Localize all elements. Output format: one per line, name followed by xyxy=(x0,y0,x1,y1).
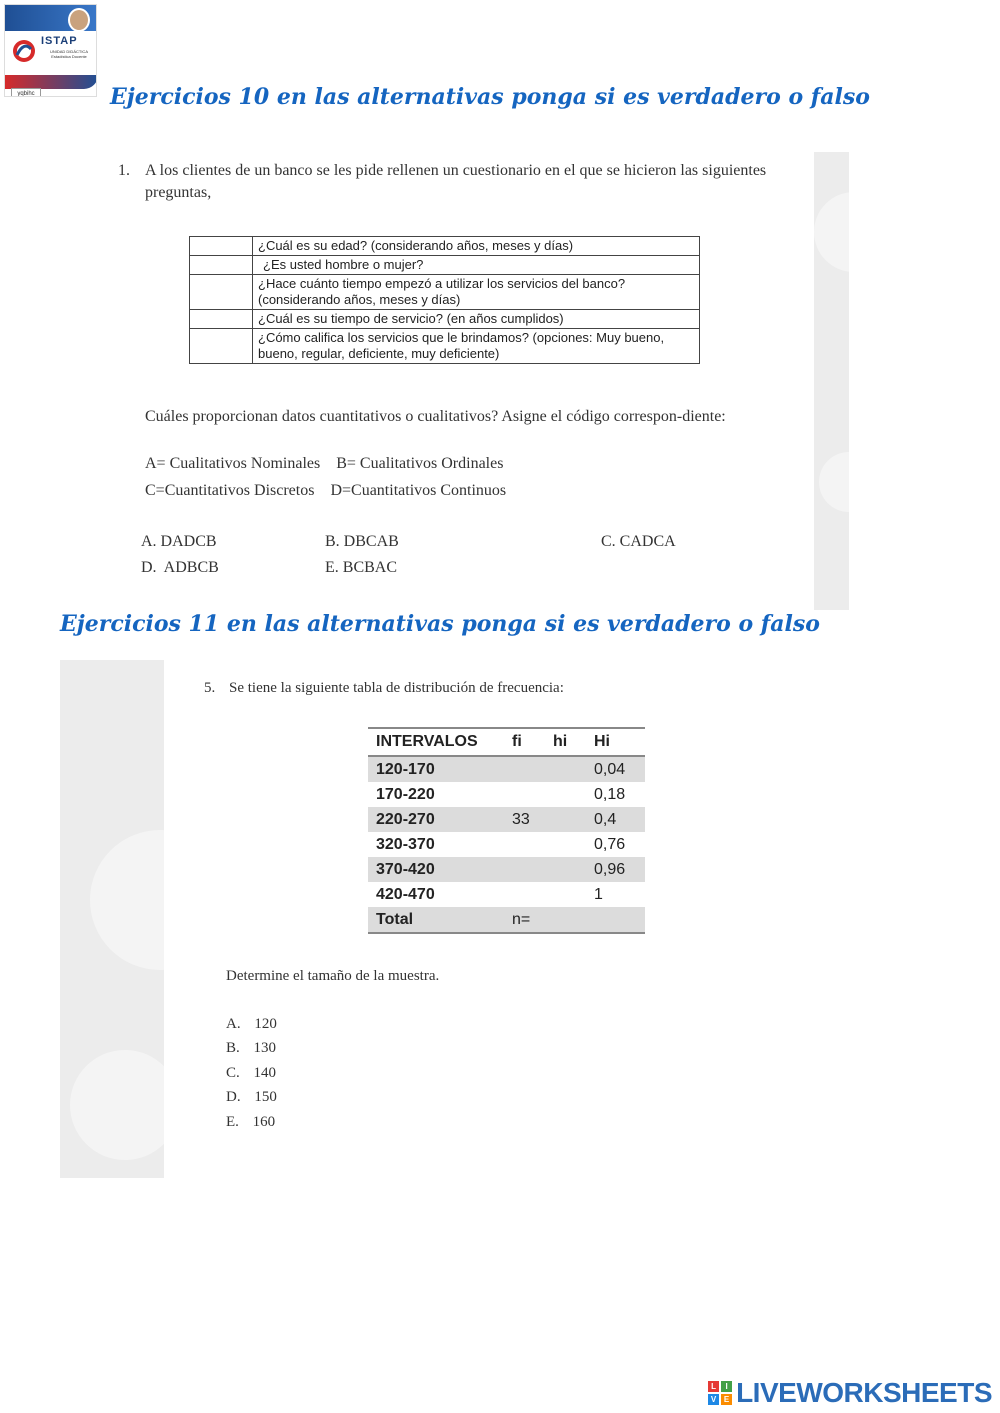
panel-decoration xyxy=(814,192,849,272)
logo-portrait xyxy=(68,8,90,32)
interval-cell: 370-420 xyxy=(368,857,504,882)
option-e[interactable]: E. BCBAC xyxy=(325,559,398,576)
table-header-row xyxy=(368,728,645,756)
Hi-cell: 0,76 xyxy=(594,835,626,853)
logo-letter: V xyxy=(708,1394,719,1405)
hi-cell xyxy=(545,907,586,933)
Hi-cell: 1 xyxy=(594,885,603,903)
code-line-2: C=Cuantitativos Discretos D=Cuantitativos Continuos xyxy=(145,482,507,499)
panel-decoration xyxy=(70,1050,164,1160)
liveworksheets-logo-icon xyxy=(708,1381,732,1405)
table-row xyxy=(190,237,700,256)
question-cell: ¿Cuál es su tiempo de servicio? (en años cumplidos) xyxy=(253,310,700,329)
logo-swoosh xyxy=(5,75,97,89)
table-row xyxy=(368,857,645,882)
option-d[interactable]: D. ADBCB xyxy=(141,559,219,576)
logo-letter: L xyxy=(708,1381,719,1392)
option-value: 140 xyxy=(253,1065,277,1081)
hi-cell xyxy=(545,756,586,782)
answer-cell[interactable] xyxy=(190,256,253,275)
hi-cell xyxy=(545,807,586,832)
interval-cell: 220-270 xyxy=(368,807,504,832)
option-value: 150 xyxy=(254,1089,277,1105)
logo-brand: ISTAP xyxy=(41,35,78,47)
table-row xyxy=(368,782,645,807)
header-intervalos: INTERVALOS xyxy=(368,728,504,756)
table-row xyxy=(368,832,645,857)
hi-cell xyxy=(545,832,586,857)
panel-decoration xyxy=(819,452,849,512)
option-letter: C. xyxy=(226,1065,240,1081)
logo-letter: I xyxy=(721,1381,732,1392)
interval-cell: 320-370 xyxy=(376,835,435,853)
fi-cell xyxy=(504,882,545,907)
answer-cell[interactable] xyxy=(190,310,253,329)
question1-prompt: Cuáles proporcionan datos cuantitativos o cualitativos? Asigne el código correspon-diente: xyxy=(145,408,726,425)
table-row xyxy=(368,807,645,832)
option-c[interactable]: C. CADCA xyxy=(601,533,676,550)
option-b[interactable]: B. DBCAB xyxy=(325,533,399,550)
table-row xyxy=(368,882,645,907)
Hi-cell: 0,4 xyxy=(586,807,645,832)
logo-subtitle: UNIDAD DIDÁCTICA Estadística Docente xyxy=(49,49,88,59)
panel-decoration xyxy=(90,830,164,970)
table-row-total xyxy=(368,907,645,933)
section1-heading: Ejercicios 10 en las alternativas ponga si es verdadero o falso xyxy=(110,84,870,110)
question-cell: ¿Cuál es su edad? (considerando años, meses y días) xyxy=(253,237,700,256)
istap-logo xyxy=(4,4,97,97)
frequency-table xyxy=(368,727,645,934)
hi-cell xyxy=(545,782,586,807)
option-letter: E. xyxy=(226,1114,239,1130)
section2-heading: Ejercicios 11 en las alternativas ponga si es verdadero o falso xyxy=(60,611,820,637)
question1-number: 1. xyxy=(118,162,130,179)
header-fi: fi xyxy=(504,728,545,756)
Hi-cell xyxy=(586,907,645,933)
table-row xyxy=(190,275,700,310)
Hi-cell: 0,18 xyxy=(594,785,626,803)
fi-cell: 33 xyxy=(504,807,545,832)
answer-cell[interactable] xyxy=(190,275,253,310)
interval-cell: 420-470 xyxy=(376,885,435,903)
option-letter: B. xyxy=(226,1040,240,1056)
answer-cell[interactable] xyxy=(190,329,253,364)
option-a[interactable] xyxy=(226,1016,277,1033)
question5-number: 5. xyxy=(204,680,216,696)
option-a[interactable]: A. DADCB xyxy=(141,533,217,550)
table-row xyxy=(190,256,700,275)
table-row xyxy=(190,310,700,329)
fi-cell xyxy=(504,782,545,807)
logo-emblem-icon xyxy=(11,37,37,69)
option-value: 120 xyxy=(254,1016,277,1032)
total-label-cell: Total xyxy=(368,907,504,933)
table-row xyxy=(190,329,700,364)
right-side-panel xyxy=(814,152,849,610)
option-value: 160 xyxy=(252,1114,276,1130)
answer-cell[interactable] xyxy=(190,237,253,256)
option-d[interactable] xyxy=(226,1089,277,1106)
fi-cell xyxy=(504,857,545,882)
question-cell: ¿Cómo califica los servicios que le brindamos? (opciones: Muy bueno, bueno, regular, deficiente, muy deficiente) xyxy=(253,329,700,364)
option-e[interactable] xyxy=(226,1114,275,1131)
header-Hi: Hi xyxy=(586,728,645,756)
logo-letter: E xyxy=(721,1394,732,1405)
fi-cell xyxy=(504,832,545,857)
option-letter: A. xyxy=(226,1016,241,1032)
question5-prompt: Determine el tamaño de la muestra. xyxy=(226,968,440,984)
question5-text: Se tiene la siguiente tabla de distribución de frecuencia: xyxy=(229,680,564,696)
liveworksheets-brand[interactable] xyxy=(708,1378,992,1408)
hi-cell xyxy=(545,857,586,882)
total-n-cell[interactable]: n= xyxy=(504,907,545,933)
liveworksheets-wordmark: LIVEWORKSHEETS xyxy=(736,1377,992,1408)
code-line-1: A= Cualitativos Nominales B= Cualitativos Ordinales xyxy=(145,455,504,472)
frequency-table-wrap xyxy=(368,727,645,934)
hi-cell xyxy=(545,882,586,907)
header-hi: hi xyxy=(545,728,586,756)
option-letter: D. xyxy=(226,1089,241,1105)
question1-text: A los clientes de un banco se les pide rellenen un cuestionario en el que se hicieron las siguientes preguntas, xyxy=(145,162,767,201)
interval-cell: 120-170 xyxy=(368,756,504,782)
Hi-cell: 0,04 xyxy=(586,756,645,782)
option-c[interactable] xyxy=(226,1065,276,1082)
interval-cell: 170-220 xyxy=(376,785,435,803)
Hi-cell: 0,96 xyxy=(586,857,645,882)
fi-cell xyxy=(504,756,545,782)
worksheet-code: yqbihc xyxy=(11,88,41,97)
questionnaire-table-wrap xyxy=(189,236,700,364)
question-cell: ¿Es usted hombre o mujer? xyxy=(253,256,700,275)
option-b[interactable] xyxy=(226,1040,276,1057)
table-row xyxy=(368,756,645,782)
left-side-panel xyxy=(60,660,164,1178)
option-value: 130 xyxy=(253,1040,277,1056)
question-cell: ¿Hace cuánto tiempo empezó a utilizar los servicios del banco? (considerando años, meses y días) xyxy=(253,275,700,310)
questionnaire-table xyxy=(189,236,700,364)
